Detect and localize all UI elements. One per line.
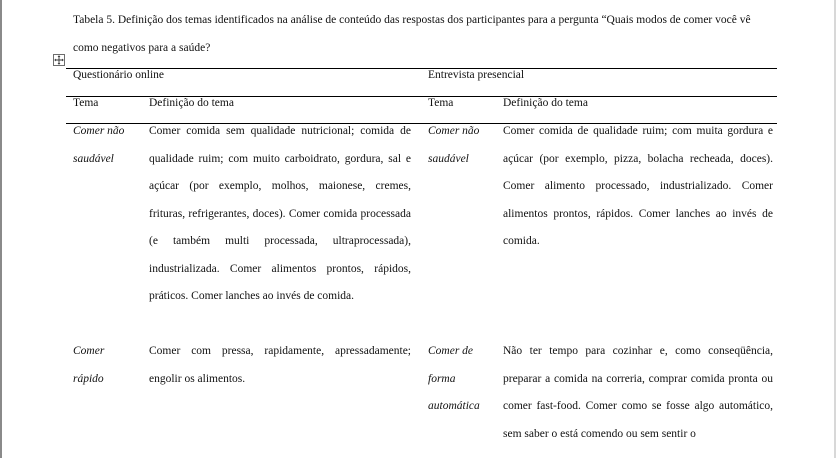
- definition-online-row-2: Comer com pressa, rapidamente, apressadamente; engolir os alimentos.: [149, 345, 411, 385]
- column-header-definicao-online: Definição do tema: [149, 97, 234, 109]
- theme-online-row-1: Comer não saudável: [73, 125, 125, 165]
- theme-presencial-row-1: Comer não saudável: [428, 125, 480, 165]
- group-header-online: Questionário online: [73, 69, 165, 81]
- theme-presencial-row-2: Comer de forma automática: [428, 345, 480, 412]
- group-header-presencial: Entrevista presencial: [428, 69, 525, 81]
- table-caption: Tabela 5. Definição dos temas identificados na análise de conteúdo das respostas dos participantes para a pergunta “Quais modos de comer você vê como negativos para a saúde?: [73, 14, 751, 54]
- page-left-border: [0, 0, 2, 458]
- theme-online-row-2: Comer rápido: [73, 345, 105, 385]
- move-arrows-icon[interactable]: [53, 54, 65, 66]
- column-header-tema-online: Tema: [73, 97, 99, 109]
- column-header-tema-presencial: Tema: [428, 97, 454, 109]
- column-header-definicao-presencial: Definição do tema: [503, 97, 588, 109]
- table-top-rule: [66, 68, 777, 69]
- definition-online-row-1: Comer comida sem qualidade nutricional; comida de qualidade ruim; com muito carboidrato, gordura, sal e açúcar (por exemplo, molhos, maionese, cremes, frituras, refrigerantes, doces). Comer comida processada (e também multi processada, ultraprocessada), industrializada. Comer alimentos prontos, rápidos, práticos. Comer lanches ao invés de comida.: [149, 125, 411, 302]
- definition-presencial-row-1: Comer comida de qualidade ruim; com muita gordura e açúcar (por exemplo, pizza, bolacha recheada, doces). Comer alimento processado, industrializado. Comer alimentos prontos, rápidos. Comer lanches ao invés de comida.: [503, 125, 773, 247]
- definition-presencial-row-2: Não ter tempo para cozinhar e, como conseqüência, preparar a comida na correria, comprar comida pronta ou comer fast-food. Comer como se fosse algo automático, sem saber o está comendo ou sem sentir o: [503, 345, 773, 440]
